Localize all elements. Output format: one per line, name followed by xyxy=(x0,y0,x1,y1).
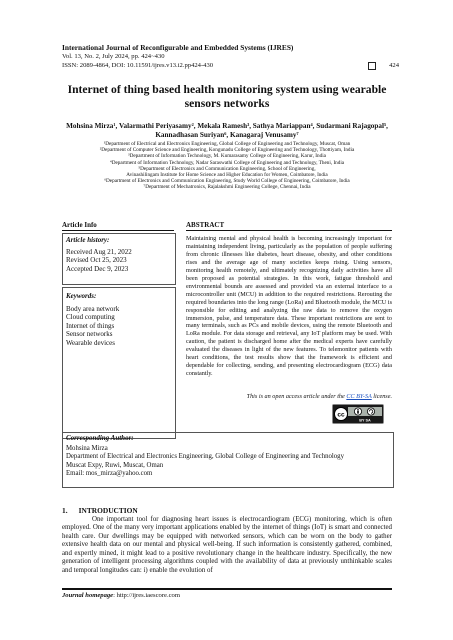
keyword: Cloud computing xyxy=(66,313,115,322)
cc-badge-label: BY SA xyxy=(359,418,371,423)
keywords-list xyxy=(66,305,119,347)
affiliation-line: ⁶Department of Electronics and Communication Engineering, Study World College of Engineering, Coimbatore, India xyxy=(104,178,350,185)
author-address: Muscat Expy, Ruwi, Muscat, Oman xyxy=(66,461,164,469)
corresponding-author-label: Corresponding Author: xyxy=(66,434,134,442)
license-line xyxy=(186,393,392,400)
affiliation-line: ²Department of Computer Science and Engineering, Kongunadu College of Engineering and Technology, Thottiyam, India xyxy=(99,147,355,154)
accepted-date: Accepted Dec 9, 2023 xyxy=(66,264,129,273)
paper-title: Internet of thing based health monitoring system using wearable sensors networks xyxy=(67,83,387,110)
affiliation-line: ¹Department of Electrical and Electronics Engineering, Global College of Engineering and Technology, Muscat, Oman xyxy=(103,141,351,147)
article-info-rule xyxy=(62,230,174,231)
history-label: Article history: xyxy=(66,236,110,244)
introduction-text: One important tool for diagnosing heart issues is electrocardiogram (ECG) monitoring, which is often employed. One of the many very important applications enabled by the internet of things (IoT) is smart and connected health care. Our dwellings may be equipped with networked sensors, which can be worn on the body to gather extensive health data on our mental and physical well-being. If such information is consistently gathered, combined, and expertly mined, it might lead to a positive revolutionary change in the healthcare industry. Specifically, the new generation of intelligent processing algorithms coupled with the availability of data at previously unthinkable scales and temporal longitudes can: i) enable the evolution of xyxy=(62,516,392,574)
revised-date: Revised Oct 25, 2023 xyxy=(66,256,127,265)
history-list xyxy=(66,248,132,273)
abstract-heading: ABSTRACT xyxy=(186,221,225,229)
affiliations xyxy=(62,141,392,191)
author-name: Mohsina Mirza xyxy=(66,445,108,452)
affiliation-line: Avinashilingam Institute for Home Science and Higher Education for Women, Coimbatore, India xyxy=(126,172,328,179)
cc-logo-icon xyxy=(333,405,383,423)
license-prefix: This is an open access article under the xyxy=(246,393,347,400)
affiliation-line: ⁵Department of Electronics and Communication Engineering, School of Engineering, xyxy=(138,165,316,172)
affiliation-line: ⁴Department of Information Technology, Nadar Saraswathi College of Engineering and Technology, Theni, India xyxy=(109,159,345,166)
volume-line: Vol. 13, No. 2, July 2024, pp. 424~430 xyxy=(62,53,165,60)
abstract-rule xyxy=(186,230,392,231)
license-link[interactable]: CC BY-SA xyxy=(346,393,372,400)
author-list: Mohsina Mirza¹, Valarmathi Periyasamy², Mekala Ramesh³, Sathya Mariappan⁴, Sudarmani Rajagopal⁵, Kannadhasan Suriyan⁶, Kanagaraj Venusamy⁷ xyxy=(66,122,388,139)
abstract-text: Maintaining mental and physical health is becoming increasingly important for maintaining independent living, particularly as the population of people suffering from chronic illnesses like diabetes, heart disease, obesity, and other conditions rises and the average age of many societies keeps rising. Using sensors, monitoring health remotely, and ultimately recognizing daily activities have all been proposed as potential strategies. In this work, fatigue threshold and environmental bounds are assessed and provided via an external interface to a microcontroller unit (MCU) in addition to the required restrictions. Rerouting the required boundaries into the long range (LoRa) and Bluetooth module, the MCU is responsible for editing and analyzing the raw data to remove the oxygen immersion, pulse, and temperature data. These important restrictions are sent to many terminals, such as PCs and mobile devices, using the remote Bluetooth and LoRa module. For data storage and retrieval, any IoT platform may be used. With caution, the patient is discharged home after the medical experts have carefully evaluated the diseases in light of the new features. To telemonitor patients with heart conditions, the test results show that the framework is efficient and dependable for collecting, sending, and presenting electrocardiogram (ECG) data constantly. xyxy=(186,235,392,378)
introduction-heading: 1. INTRODUCTION xyxy=(62,506,138,515)
cc-by-sa-badge[interactable] xyxy=(332,404,384,424)
author-email[interactable]: Email: mos_mirza@yahoo.com xyxy=(66,470,153,478)
affiliation-line: ³Department of Information Technology, M. Kumarasamy College of Engineering, Karur, India xyxy=(128,153,326,160)
journal-name: International Journal of Reconfigurable and Embedded Systems (IJRES) xyxy=(62,43,294,52)
issn-doi-line: ISSN: 2089-4864, DOI: 10.11591/ijres.v13.i2.pp424-430 xyxy=(62,62,214,69)
author-department: Department of Electrical and Electronics Engineering, Global College of Engineering and Technology xyxy=(66,453,344,461)
keyword: Wearable devices xyxy=(66,338,115,347)
corresponding-author-details xyxy=(66,445,344,479)
document-icon xyxy=(368,62,376,70)
homepage-label: Journal homepage xyxy=(62,592,114,599)
article-info-heading: Article Info xyxy=(62,221,97,229)
keyword: Internet of things xyxy=(66,321,115,330)
keyword: Sensor networks xyxy=(66,330,113,339)
received-date: Received Aug 21, 2022 xyxy=(66,248,132,256)
homepage-url[interactable]: : http://ijres.iaescore.com xyxy=(113,592,180,599)
keywords-label: Keywords: xyxy=(66,292,97,300)
journal-homepage[interactable] xyxy=(62,592,180,599)
keyword: Body area network xyxy=(66,305,120,313)
page-number: 424 xyxy=(389,62,399,69)
affiliation-line: ⁷Department of Mechatronics, Rajalakshmi Engineering College, Chennai, India xyxy=(143,184,311,191)
svg-text:cc: cc xyxy=(337,411,345,419)
footer-rule xyxy=(62,588,392,590)
license-suffix: license. xyxy=(371,393,392,400)
